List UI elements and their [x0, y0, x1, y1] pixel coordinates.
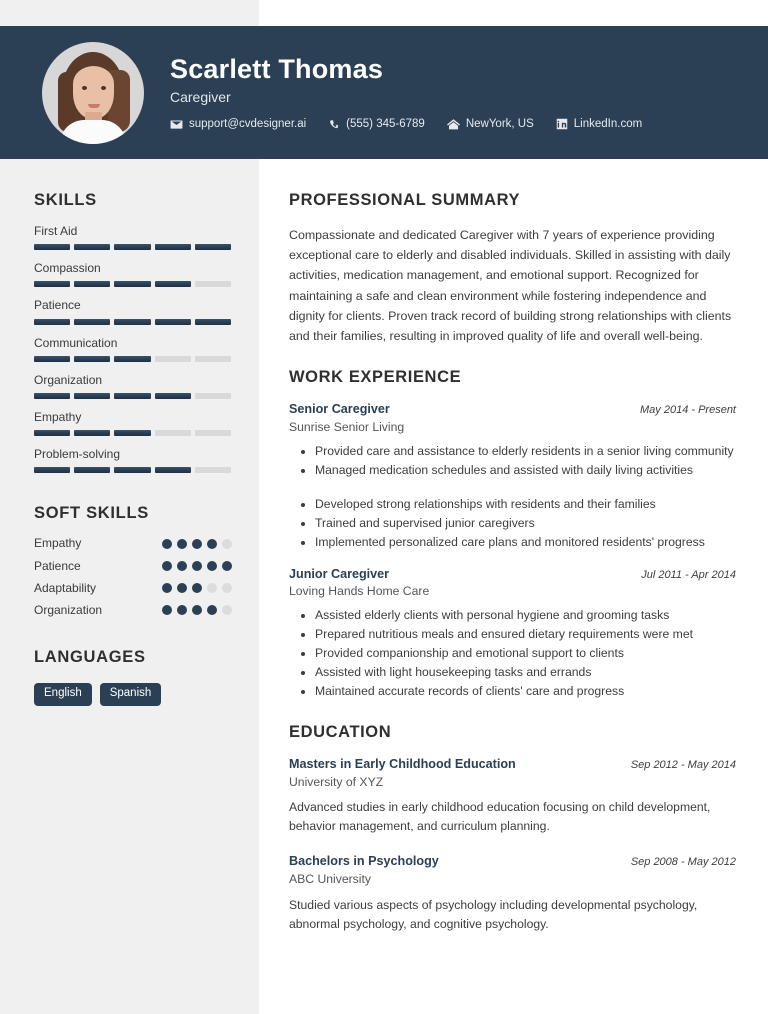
experience-entry-header	[289, 567, 736, 583]
job-date: Jul 2011 - Apr 2014	[641, 568, 736, 581]
skill-segment	[195, 356, 231, 362]
experience-heading: WORK EXPERIENCE	[289, 368, 462, 387]
language-badge-english: English	[34, 683, 92, 706]
skill-bar	[34, 356, 231, 362]
job-company: Sunrise Senior Living	[289, 420, 405, 435]
skill-bar	[34, 319, 231, 325]
experience-entry	[289, 402, 736, 551]
skill-item	[34, 448, 231, 473]
contact-email[interactable]	[170, 118, 306, 131]
skill-segment	[195, 244, 231, 250]
resume-header	[0, 26, 768, 159]
skill-segment	[34, 356, 70, 362]
skill-segment	[195, 319, 231, 325]
skill-segment	[34, 319, 70, 325]
school-name: ABC University	[289, 872, 371, 887]
skill-label: Compassion	[34, 261, 101, 276]
degree-date: Sep 2008 - May 2012	[630, 856, 736, 869]
skill-segment	[114, 467, 150, 473]
section-professional-summary	[289, 191, 736, 346]
job-bullet: • Trained and supervised junior caregivers	[315, 515, 736, 533]
avatar-eye-left	[82, 86, 87, 90]
soft-skill-label: Empathy	[34, 536, 82, 551]
rating-dot	[192, 583, 202, 593]
job-bullet: • Provided care and assistance to elderly residents in a senior living community	[315, 443, 736, 461]
skill-bar	[34, 393, 231, 399]
rating-dot	[192, 539, 202, 549]
skill-segment	[195, 281, 231, 287]
contact-location[interactable]	[447, 118, 534, 131]
job-bullet: • Prepared nutritious meals and ensured dietary requirements were met	[315, 626, 736, 644]
candidate-role: Caregiver	[170, 88, 231, 105]
soft-skill-label: Patience	[34, 558, 81, 573]
degree-description: Advanced studies in early childhood education focusing on child development, behavior management, and curriculum planning.	[289, 800, 711, 834]
soft-skill-item	[34, 537, 231, 550]
skill-label: Organization	[34, 372, 103, 387]
rating-dot	[222, 583, 232, 593]
soft-skill-item	[34, 560, 231, 573]
education-entry	[289, 854, 736, 933]
skill-segment	[114, 430, 150, 436]
skills-heading: SKILLS	[34, 191, 97, 209]
job-bullet: • Managed medication schedules and assisted with daily living activities	[315, 462, 736, 480]
job-bullet: • Assisted with light housekeeping tasks and errands	[315, 664, 736, 682]
section-work-experience	[289, 368, 736, 701]
soft-skill-label: Organization	[34, 602, 103, 617]
skill-item	[34, 225, 231, 250]
contact-phone-text: (555) 345-6789	[346, 118, 425, 131]
contact-phone[interactable]	[328, 118, 425, 131]
experience-entry	[289, 567, 736, 701]
job-bullet: • Assisted elderly clients with personal hygiene and grooming tasks	[315, 607, 736, 625]
experience-entry-header	[289, 402, 736, 418]
soft-skills-list	[34, 537, 231, 617]
skill-label: Communication	[34, 335, 118, 350]
skill-segment	[195, 467, 231, 473]
avatar-eye-right	[101, 86, 106, 90]
linkedin-icon	[556, 118, 568, 130]
soft-skill-rating	[162, 583, 232, 593]
skill-segment	[155, 430, 191, 436]
skill-segment	[34, 281, 70, 287]
skill-segment	[114, 319, 150, 325]
school-name: University of XYZ	[289, 774, 384, 789]
job-bullet: • Maintained accurate records of clients' care and progress	[315, 683, 736, 701]
skill-segment	[74, 467, 110, 473]
skill-segment	[34, 467, 70, 473]
avatar	[42, 42, 144, 144]
rating-dot	[192, 605, 202, 615]
soft-skill-item	[34, 604, 231, 617]
skill-bar	[34, 281, 231, 287]
rating-dot	[162, 561, 172, 571]
summary-text: Compassionate and dedicated Caregiver with 7 years of experience providing exceptional care to elderly and disabled individuals. Skilled in assisting with daily activities, medication management, and emotional support. Recognized for maintaining a safe and clean environment while fostering independence and dignity for clients. Proven track record of building strong relationships with clients and their families, resulting in improved quality of life and overall well-being.	[289, 228, 732, 344]
education-entry-header	[289, 854, 736, 870]
skill-bar	[34, 467, 231, 473]
sidebar	[0, 159, 259, 706]
job-bullets	[289, 443, 736, 480]
language-badge-spanish: Spanish	[100, 683, 162, 706]
skill-item	[34, 299, 231, 324]
rating-dot	[222, 605, 232, 615]
skill-segment	[155, 356, 191, 362]
soft-skill-rating	[162, 539, 232, 549]
skill-segment	[74, 319, 110, 325]
job-title: Junior Caregiver	[289, 566, 390, 581]
soft-skill-rating	[162, 561, 232, 571]
skills-list	[34, 225, 231, 473]
languages-heading: LANGUAGES	[34, 648, 146, 667]
rating-dot	[162, 583, 172, 593]
languages-list	[34, 683, 231, 706]
job-bullet: • Developed strong relationships with residents and their families	[315, 496, 736, 514]
skill-segment	[155, 319, 191, 325]
rating-dot	[207, 539, 217, 549]
rating-dot	[207, 605, 217, 615]
job-company: Loving Hands Home Care	[289, 584, 430, 599]
soft-skill-item	[34, 582, 231, 595]
skill-segment	[74, 281, 110, 287]
skill-segment	[155, 467, 191, 473]
soft-skill-rating	[162, 605, 232, 615]
contact-linkedin[interactable]	[556, 118, 642, 130]
avatar-mouth	[88, 104, 100, 108]
rating-dot	[177, 583, 187, 593]
skill-label: Problem-solving	[34, 447, 121, 462]
job-bullets	[289, 607, 736, 701]
degree-title: Bachelors in Psychology	[289, 854, 439, 869]
skill-bar	[34, 244, 231, 250]
degree-description: Studied various aspects of psychology including developmental psychology, abnormal psychology, and cognitive psychology.	[289, 897, 698, 931]
skill-segment	[34, 430, 70, 436]
skill-segment	[74, 393, 110, 399]
skill-item	[34, 337, 231, 362]
section-education	[289, 723, 736, 934]
rating-dot	[207, 583, 217, 593]
job-title: Senior Caregiver	[289, 402, 390, 417]
contact-linkedin-text: LinkedIn.com	[573, 118, 643, 131]
header-text-block	[170, 54, 642, 130]
rating-dot	[177, 561, 187, 571]
rating-dot	[162, 605, 172, 615]
skill-segment	[34, 244, 70, 250]
skill-segment	[74, 356, 110, 362]
skill-segment	[114, 393, 150, 399]
contact-location-text: NewYork, US	[465, 118, 534, 131]
soft-skills-heading: SOFT SKILLS	[34, 504, 149, 523]
skill-segment	[155, 393, 191, 399]
rating-dot	[177, 605, 187, 615]
skill-label: Empathy	[34, 409, 82, 424]
skill-segment	[195, 393, 231, 399]
skill-item	[34, 374, 231, 399]
skill-segment	[155, 244, 191, 250]
rating-dot	[207, 561, 217, 571]
skill-segment	[114, 244, 150, 250]
skill-item	[34, 262, 231, 287]
summary-heading: PROFESSIONAL SUMMARY	[289, 191, 521, 209]
rating-dot	[192, 561, 202, 571]
job-bullet: • Implemented personalized care plans and monitored residents' progress	[315, 534, 736, 552]
degree-title: Masters in Early Childhood Education	[289, 756, 516, 771]
skill-segment	[74, 244, 110, 250]
degree-date: Sep 2012 - May 2014	[630, 758, 736, 771]
skill-segment	[114, 356, 150, 362]
education-heading: EDUCATION	[289, 722, 392, 741]
skill-label: Patience	[34, 298, 81, 313]
rating-dot	[162, 539, 172, 549]
skill-segment	[195, 430, 231, 436]
contact-list	[170, 118, 642, 131]
soft-skill-label: Adaptability	[34, 580, 97, 595]
rating-dot	[222, 539, 232, 549]
skill-bar	[34, 430, 231, 436]
home-icon	[447, 118, 460, 131]
rating-dot	[222, 561, 232, 571]
candidate-name: Scarlett Thomas	[170, 54, 384, 85]
job-date: May 2014 - Present	[640, 404, 736, 417]
skill-label: First Aid	[34, 224, 78, 238]
skill-segment	[34, 393, 70, 399]
skill-item	[34, 411, 231, 436]
rating-dot	[177, 539, 187, 549]
job-bullets-group-two	[289, 496, 736, 552]
job-bullet: • Provided companionship and emotional support to clients	[315, 645, 736, 663]
skill-segment	[114, 281, 150, 287]
skill-segment	[74, 430, 110, 436]
education-entry	[289, 757, 736, 836]
envelope-icon	[170, 118, 183, 131]
education-entry-header	[289, 757, 736, 773]
phone-icon	[328, 118, 340, 131]
skill-segment	[155, 281, 191, 287]
contact-email-text: support@cvdesigner.ai	[189, 118, 307, 131]
main-column	[259, 159, 768, 956]
